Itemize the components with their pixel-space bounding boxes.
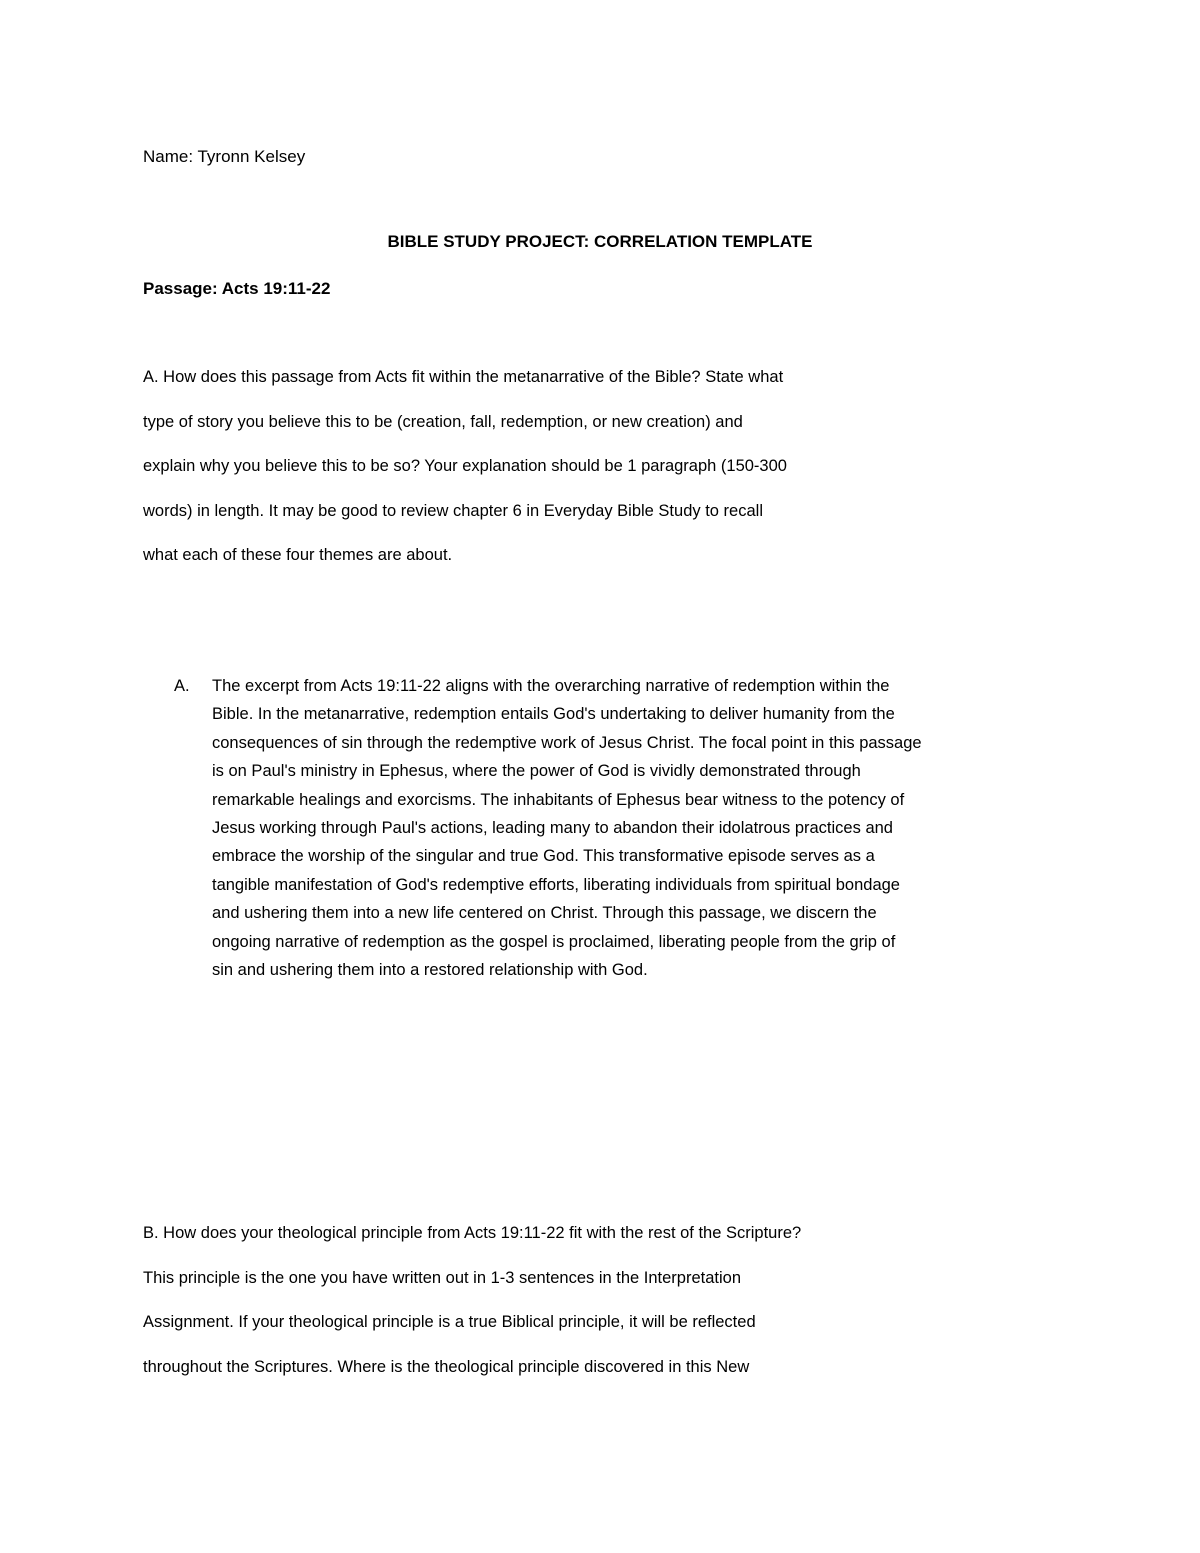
answer-a-line: tangible manifestation of God's redemptive efforts, liberating individuals from spiritual bondage <box>212 875 900 894</box>
question-b <box>143 1211 943 1389</box>
answer-a-paragraph <box>212 672 922 984</box>
question-b-line: Assignment. If your theological principle is a true Biblical principle, it will be reflected <box>143 1313 756 1331</box>
answer-a-line: The excerpt from Acts 19:11-22 aligns with the overarching narrative of redemption within the <box>212 677 890 695</box>
question-a-line: words) in length. It may be good to review chapter 6 in Everyday Bible Study to recall <box>143 501 763 520</box>
question-b-line: B. How does your theological principle from Acts 19:11-22 fit with the rest of the Scripture? <box>143 1224 802 1242</box>
question-b-line: throughout the Scriptures. Where is the theological principle discovered in this New <box>143 1357 750 1376</box>
passage-heading: Passage: Acts 19:11-22 <box>143 279 331 298</box>
answer-a-list-marker: A. <box>174 677 190 695</box>
answer-a-line: and ushering them into a new life centered on Christ. Through this passage, we discern the <box>212 904 877 923</box>
student-name: Name: Tyronn Kelsey <box>143 147 306 166</box>
answer-a-line: consequences of sin through the redemptive work of Jesus Christ. The focal point in this passage <box>212 733 922 752</box>
answer-a-line: remarkable healings and exorcisms. The inhabitants of Ephesus bear witness to the potency of <box>212 790 905 809</box>
answer-a-line: Jesus working through Paul's actions, leading many to abandon their idolatrous practices and <box>212 819 893 838</box>
document-title: BIBLE STUDY PROJECT: CORRELATION TEMPLATE <box>387 232 813 251</box>
question-a-line: explain why you believe this to be so? Your explanation should be 1 paragraph (150-300 <box>143 457 787 475</box>
answer-a-line: sin and ushering them into a restored relationship with God. <box>212 961 648 980</box>
question-a <box>143 355 943 578</box>
answer-a-line: Bible. In the metanarrative, redemption entails God's undertaking to deliver humanity from the <box>212 705 895 724</box>
question-a-line: what each of these four themes are about. <box>143 546 453 564</box>
answer-a-line: ongoing narrative of redemption as the gospel is proclaimed, liberating people from the grip of <box>212 932 896 951</box>
answer-a-line: embrace the worship of the singular and true God. This transformative episode serves as a <box>212 847 875 866</box>
question-b-line: This principle is the one you have written out in 1-3 sentences in the Interpretation <box>143 1268 742 1287</box>
question-a-line: A. How does this passage from Acts fit within the metanarrative of the Bible? State what <box>143 368 784 386</box>
answer-a-line: is on Paul's ministry in Ephesus, where the power of God is vividly demonstrated through <box>212 762 861 781</box>
question-a-line: type of story you believe this to be (creation, fall, redemption, or new creation) and <box>143 412 743 431</box>
